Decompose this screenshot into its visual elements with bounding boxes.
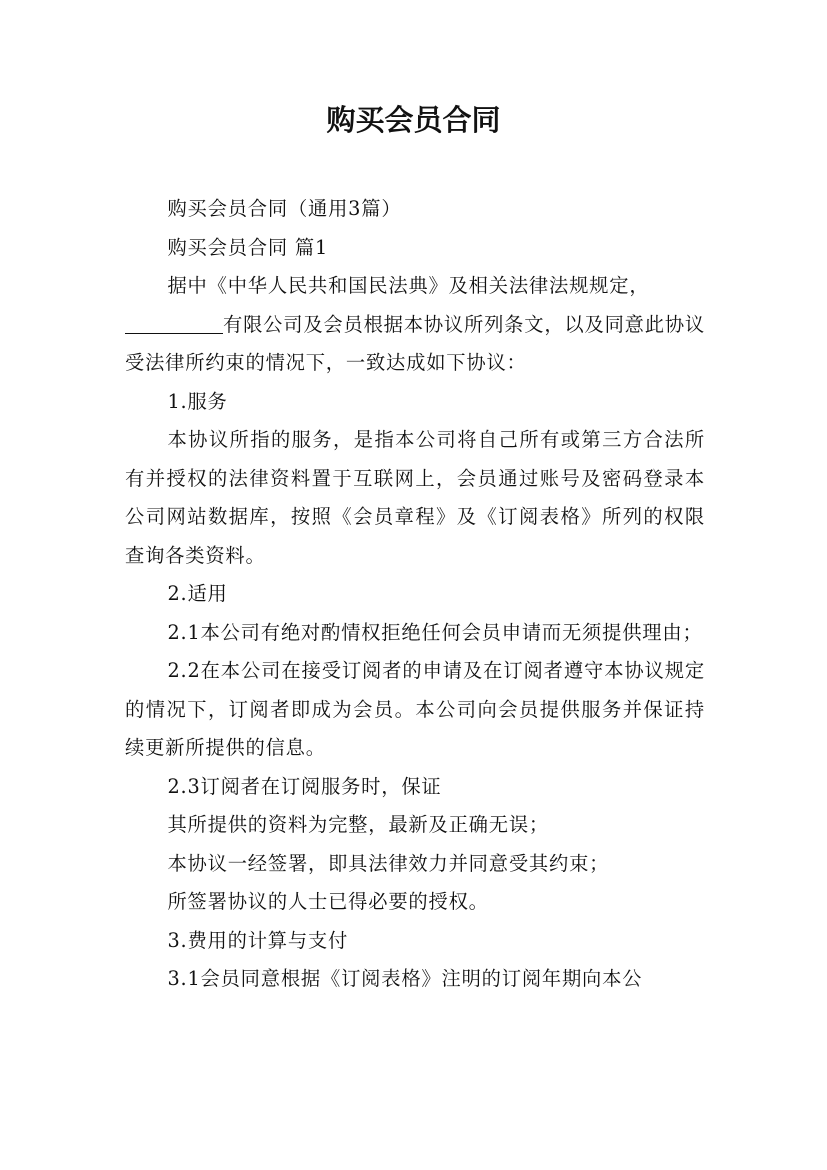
company-name-blank xyxy=(125,311,223,334)
clause-2-3-item-2: 本协议一经签署，即具法律效力并同意受其约束； xyxy=(167,851,610,875)
clause-2-3: 2.3订阅者在订阅服务时，保证 xyxy=(167,774,442,798)
clause-2-3-item-1: 其所提供的资料为完整，最新及正确无误； xyxy=(167,813,549,836)
paragraph-services: 本协议所指的服务，是指本公司将自己所有或第三方合法所有并授权的法律资料置于互联网上，会员通过账号及密码登录本公司网站数据库，按照《会员章程》及《订阅表格》所列的权限查询各类资料。 xyxy=(125,428,705,567)
paragraph-intro-1: 据中《中华人民共和国民法典》及相关法律法规规定， xyxy=(167,274,650,297)
clause-2-1: 2.1本公司有绝对酌情权拒绝任何会员申请而无须提供理由； xyxy=(167,620,703,644)
clause-3-1: 3.1会员同意根据《订阅表格》注明的订阅年期向本公 xyxy=(167,967,643,990)
document-title: 购买会员合同 xyxy=(326,103,501,137)
clause-2-2: 2.2在本公司在接受订阅者的申请及在订阅者遵守本协议规定的情况下，订阅者即成为会员。本公司向会员提供服务并保证持续更新所提供的信息。 xyxy=(125,659,705,759)
heading-services: 1.服务 xyxy=(167,389,228,413)
paragraph-intro-2 xyxy=(125,306,705,383)
paragraph-subtitle: 购买会员合同（通用3篇） xyxy=(167,197,402,220)
clause-2-3-item-3: 所签署协议的人士已得必要的授权。 xyxy=(167,890,489,913)
heading-fees: 3.费用的计算与支付 xyxy=(167,928,349,952)
paragraph-section-heading: 购买会员合同 篇1 xyxy=(167,235,329,259)
heading-application: 2.适用 xyxy=(167,582,228,605)
intro-2-text: 有限公司及会员根据本协议所列条文，以及同意此协议受法律所约束的情况下，一致达成如下协议： xyxy=(125,312,705,374)
document-body xyxy=(125,190,705,999)
